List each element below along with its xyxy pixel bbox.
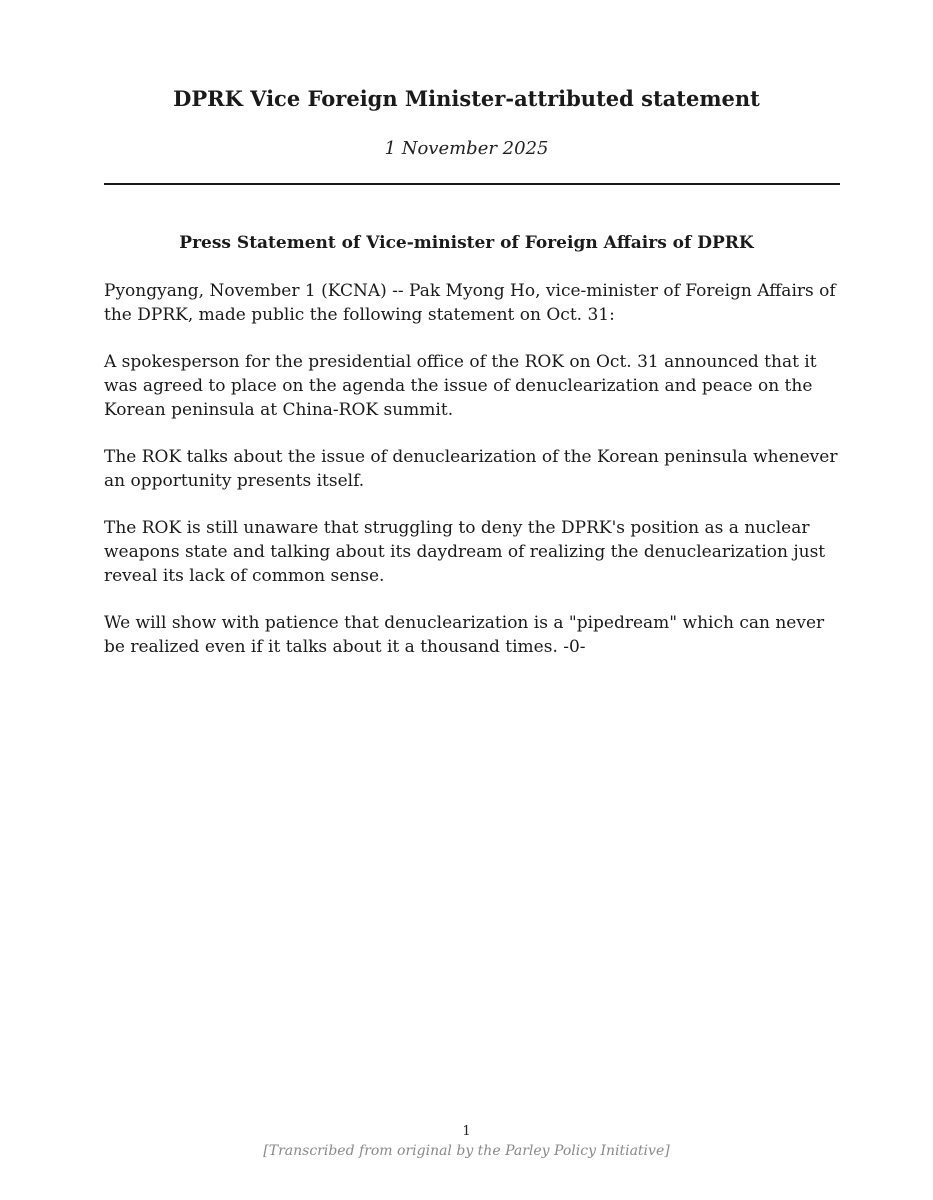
transcription-note: [Transcribed from original by the Parley Policy Initiative] [263,1143,670,1159]
document-date: 1 November 2025 [384,138,549,159]
document-title: DPRK Vice Foreign Minister-attributed statement [173,86,760,111]
paragraph: We will show with patience that denuclearization is a "pipedream" which can never be realized even if it talks about it a thousand times. -0- [104,613,825,657]
paragraph: Pyongyang, November 1 (KCNA) -- Pak Myong Ho, vice-minister of Foreign Affairs of the DPRK, made public the following statement on Oct. 31: [104,281,836,325]
paragraph: The ROK is still unaware that struggling to deny the DPRK's position as a nuclear weapons state and talking about its daydream of realizing the denuclearization just reveal its lack of common sense. [104,518,826,586]
statement-body [104,279,840,682]
page-number: 1 [462,1124,471,1139]
paragraph: The ROK talks about the issue of denuclearization of the Korean peninsula whenever an opportunity presents itself. [104,447,838,491]
header-divider [104,183,840,185]
statement-heading: Press Statement of Vice-minister of Foreign Affairs of DPRK [179,233,754,253]
paragraph: A spokesperson for the presidential office of the ROK on Oct. 31 announced that it was agreed to place on the agenda the issue of denuclearization and peace on the Korean peninsula at China-ROK summit. [104,352,817,420]
